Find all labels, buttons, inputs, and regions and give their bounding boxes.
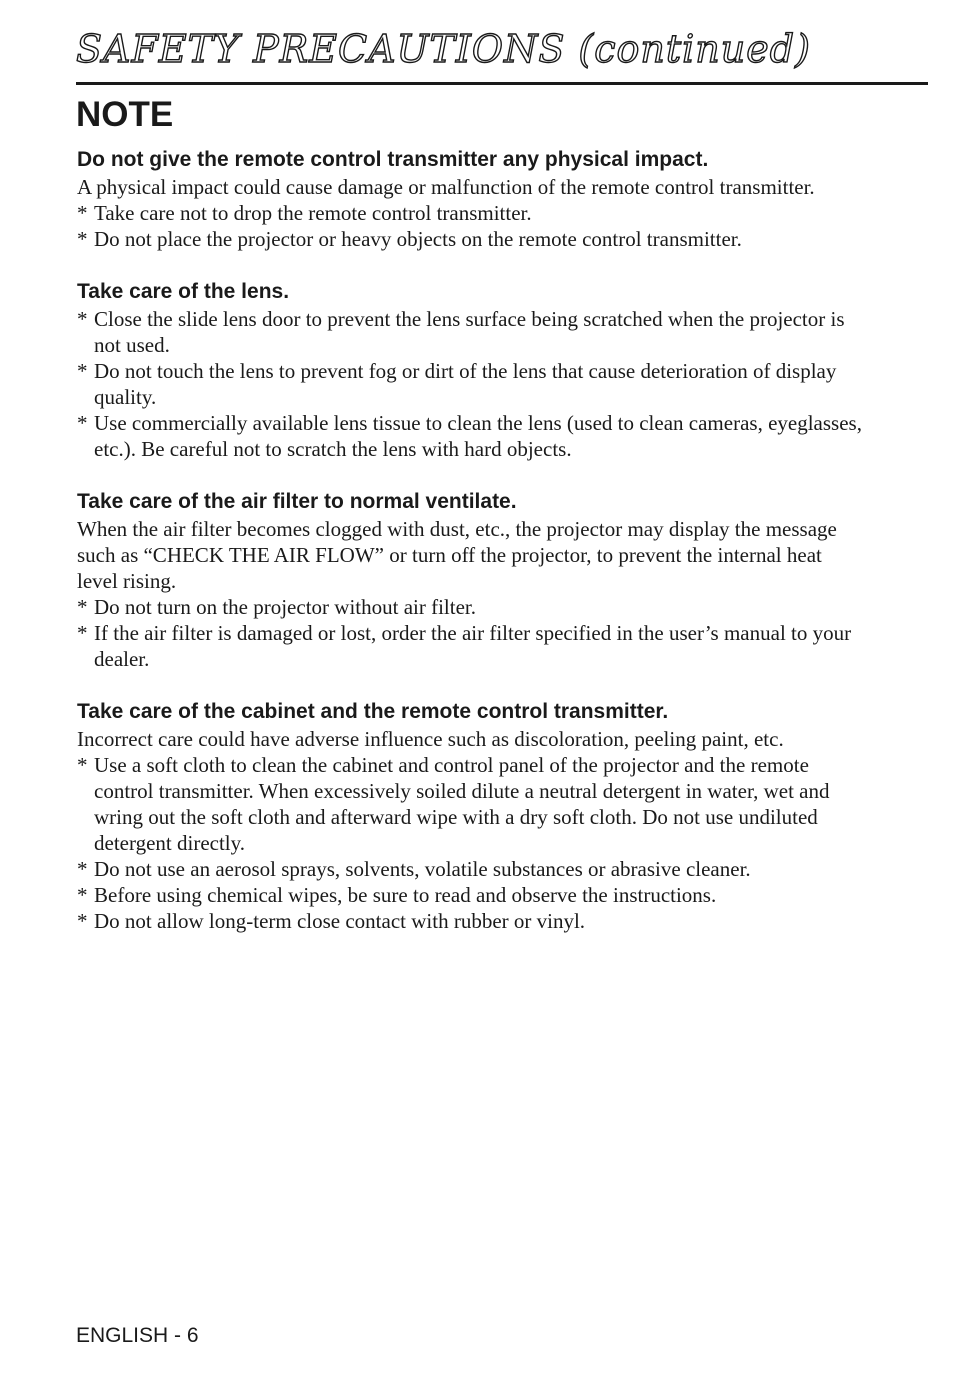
section-paragraph: When the air filter becomes clogged with dust, etc., the projector may display the message such as “CHECK THE AIR FLOW” or turn off the projector, to prevent the internal heat level rising. (77, 517, 837, 593)
bullet-text: Do not touch the lens to prevent fog or dirt of the lens that cause deterioration of display quality. (94, 359, 837, 409)
section-title: Take care of the air filter to normal ventilate. (77, 490, 517, 513)
bullet-mark: * (77, 883, 88, 907)
section (77, 698, 867, 934)
section-paragraph: A physical impact could cause damage or malfunction of the remote control transmitter. (77, 175, 815, 199)
bullet-item (77, 200, 867, 226)
bullet-item (77, 358, 867, 410)
bullet-item (77, 594, 867, 620)
bullet-mark: * (77, 857, 88, 881)
running-title: SAFETY PRECAUTIONS (continued) (76, 27, 811, 71)
bullet-mark: * (77, 359, 88, 383)
page-footer: ENGLISH - 6 (76, 1324, 199, 1347)
bullet-mark: * (77, 307, 88, 331)
bullet-text: Close the slide lens door to prevent the lens surface being scratched when the projector is not used. (94, 307, 845, 357)
bullet-item (77, 226, 867, 252)
bullet-text: Do not place the projector or heavy objects on the remote control transmitter. (94, 227, 742, 251)
bullet-item (77, 620, 867, 672)
bullet-text: Do not use an aerosol sprays, solvents, volatile substances or abrasive cleaner. (94, 857, 751, 881)
bullet-text: If the air filter is damaged or lost, order the air filter specified in the user’s manual to your dealer. (94, 621, 852, 671)
bullet-item (77, 908, 867, 934)
bullet-mark: * (77, 595, 88, 619)
bullet-mark: * (77, 753, 88, 777)
bullet-text: Use commercially available lens tissue to clean the lens (used to clean cameras, eyeglasses, etc.). Be careful not to scratch the lens with hard objects. (94, 411, 862, 461)
header-rule (76, 82, 928, 85)
bullet-text: Before using chemical wipes, be sure to read and observe the instructions. (94, 883, 717, 907)
note-heading: NOTE (76, 95, 174, 134)
bullet-mark: * (77, 411, 88, 435)
section (77, 146, 867, 252)
bullet-item (77, 410, 867, 462)
bullet-mark: * (77, 621, 88, 645)
section-paragraph: Incorrect care could have adverse influence such as discoloration, peeling paint, etc. (77, 727, 784, 751)
section (77, 488, 867, 672)
section-title: Take care of the lens. (77, 280, 290, 303)
bullet-item (77, 882, 867, 908)
bullet-text: Do not turn on the projector without air filter. (94, 595, 476, 619)
content-body (77, 146, 867, 960)
bullet-item (77, 306, 867, 358)
section-title: Take care of the cabinet and the remote control transmitter. (77, 700, 669, 723)
bullet-text: Use a soft cloth to clean the cabinet and control panel of the projector and the remote control transmitter. When excessively soiled dilute a neutral detergent in water, wet and wring out the soft cloth and afterward wipe with a dry soft cloth. Do not use undiluted detergent directly. (94, 753, 830, 855)
bullet-item (77, 752, 867, 856)
bullet-text: Do not allow long-term close contact with rubber or vinyl. (94, 909, 586, 933)
section-title: Do not give the remote control transmitter any physical impact. (77, 148, 709, 171)
section (77, 278, 867, 462)
bullet-mark: * (77, 227, 88, 251)
bullet-mark: * (77, 201, 88, 225)
page-header (76, 24, 928, 85)
bullet-text: Take care not to drop the remote control transmitter. (94, 201, 532, 225)
bullet-item (77, 856, 867, 882)
bullet-mark: * (77, 909, 88, 933)
